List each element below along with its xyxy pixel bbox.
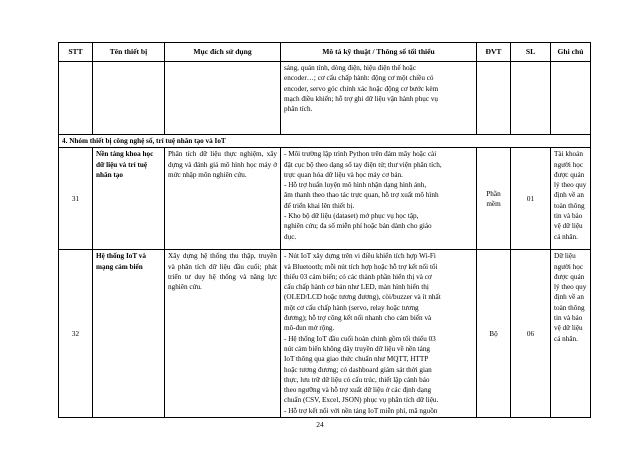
spec-line: thiểu 03 cảm biến; có các thành phần hiển thị và cơ [284,272,432,281]
spec-line: cấu chấp hành cơ bản như LED, màn hình hiển thị [284,283,429,292]
header-qty: SL [511,43,551,62]
spec-line: một cơ cấu chấp hành (servo, relay hoặc tương [284,303,419,312]
note-cell: Dữ liệu người học được quản lý theo quy định về an toàn thông tin và bảo vệ dữ liệu cá nhân. [551,250,591,418]
spec-line: phân tích. [284,105,313,114]
spec-line: mô-đun mở rộng. [284,324,335,333]
purpose-cell: Xây dựng hệ thống thu thập, truyền và phân tích dữ liệu đầu cuối; phát triển tư duy hệ thống và năng lực nghiên cứu. [165,250,281,418]
qty-cell: 06 [511,250,551,418]
spec-line: theo ngưỡng và hỗ trợ xuất dữ liệu ở các định dạng [284,386,432,395]
spec-line: dục. [284,232,297,241]
spec-line: - Hỗ trợ kết nối với nền tảng IoT miễn phí, mã nguồn [284,406,438,415]
qty-cell: 01 [511,148,551,250]
spec-line: chuẩn (CSV, Excel, JSON) phục vụ phân tích dữ liệu. [284,396,439,405]
spec-line: nút cảm biến không dây truyền dữ liệu về nền tảng [284,344,431,353]
spec-cell [281,62,477,135]
spec-line: (OLED/LCD hoặc tương đương), còi/buzzer và ít nhất [284,293,441,302]
unit-cell: Bộ [477,250,511,418]
unit-cell: Phần mềm [477,148,511,250]
spec-line: hoặc tương đương; có dashboard giám sát thời gian [284,365,432,374]
name-cell: Hệ thống IoT và mạng cảm biến [93,250,165,418]
spec-line: trực quan hóa dữ liệu và học máy cơ bản. [284,170,403,179]
spec-line: âm thanh theo thao tác trực quan, hỗ trợ xuất mô hình [284,191,439,200]
spec-line: - Môi trường lập trình Python trên đám mây hoặc cài [284,150,437,159]
header-unit: ĐVT [477,43,511,62]
spec-line: - Hệ thống IoT đầu cuối hoàn chỉnh gồm tối thiểu 03 [284,334,436,343]
spec-line: sáng, quán tính, dòng điện, hiệu điện thế hoặc [284,64,416,72]
page-number: 24 [316,420,324,429]
header-spec: Mô tả kỹ thuật / Thông số tối thiểu [281,43,477,62]
spec-line: encoder, servo góc chính xác hoặc động cơ bước kèm [284,84,439,93]
spec-line: IoT thông qua giao thức chuẩn như MQTT, HTTP [284,355,429,364]
spec-line: nghiên cứu; đa số miễn phí hoặc bản dành cho giáo [284,222,432,231]
spec-line: để triển khai lên thiết bị. [284,201,355,210]
stt-cell: 32 [59,250,93,418]
spec-line: đặt cục bộ theo dạng sổ tay điện tử; thư viện phân tích, [284,160,442,169]
purpose-cell: Phân tích dữ liệu thực nghiệm, xây dựng và đánh giá mô hình học máy ở mức nhập môn nghiên cứu. [165,148,281,250]
spec-line: - Kho bộ dữ liệu (dataset) mở phục vụ học tập, [284,212,419,221]
spec-line: mạch điều khiển; hỗ trợ ghi dữ liệu vận hành phục vụ [284,94,439,103]
spec-cell [281,250,477,418]
spec-line: encoder…; cơ cấu chấp hành: động cơ một chiều có [284,74,434,83]
table-row [59,148,591,250]
note-cell: Tài khoản người học được quản lý theo quy định về an toàn thông tin và bảo vệ dữ liệu cá nhân. [551,148,591,250]
header-name: Tên thiết bị [93,43,165,62]
table-row-continued [59,62,591,135]
section-row [59,135,591,148]
equipment-table [58,42,591,418]
spec-line: đương); hỗ trợ công kết nối nhanh cho cảm biến và [284,314,432,323]
spec-line: - Nút IoT xây dựng trên vi điều khiển tích hợp Wi-Fi [284,252,436,261]
spec-cell [281,148,477,250]
header-note: Ghi chú [551,43,591,62]
table-header-row [59,43,591,62]
spec-line: và Bluetooth; mỗi nút tích hợp hoặc hỗ trợ kết nối tối [284,262,438,271]
header-purpose: Mục đích sử dụng [165,43,281,62]
spec-line: thực, lưu trữ dữ liệu có cấu trúc, thiết lập cảnh báo [284,375,430,384]
name-cell: Nền tảng khoa học dữ liệu và trí tuệ nhân tạo [93,148,165,250]
header-stt: STT [59,43,93,62]
stt-cell: 31 [59,148,93,250]
spec-line: - Hỗ trợ huấn luyện mô hình nhận dạng hình ảnh, [284,181,427,190]
section-title: 4. Nhóm thiết bị công nghệ số, trí tuệ nhân tạo và IoT [59,135,591,148]
table-row [59,250,591,418]
